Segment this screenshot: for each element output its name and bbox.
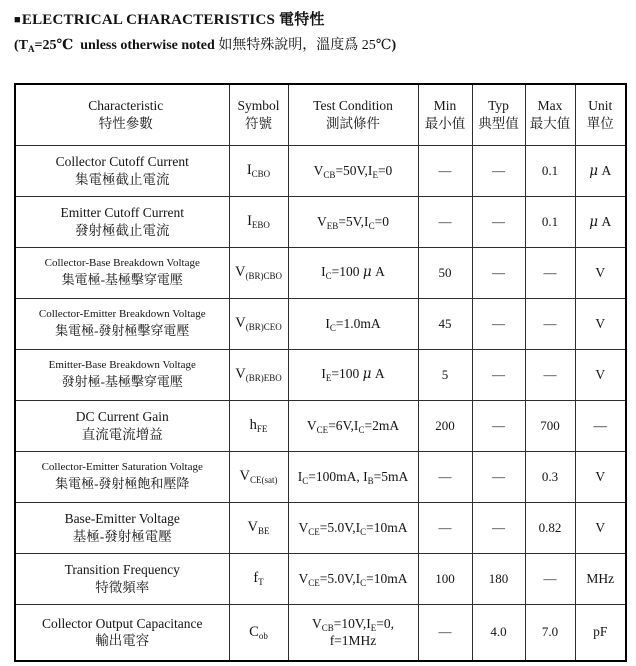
header-unit: Unit 單位 bbox=[575, 84, 626, 145]
min-cell: 50 bbox=[418, 247, 472, 298]
characteristic-english: Collector-Emitter Saturation Voltage bbox=[41, 461, 203, 474]
header-max: Max 最大值 bbox=[525, 84, 575, 145]
max-cell: 7.0 bbox=[525, 604, 575, 661]
table-row bbox=[15, 298, 626, 349]
test-condition-cell: $V_{CB}=50V,I_E=0$ bbox=[288, 145, 418, 196]
characteristic-chinese: 輸出電容 bbox=[95, 633, 150, 649]
characteristic-cell bbox=[15, 145, 229, 196]
min-cell: 100 bbox=[418, 553, 472, 604]
characteristic-english: Collector-Base Breakdown Voltage bbox=[44, 257, 200, 270]
unit-cell: pF bbox=[575, 604, 626, 661]
min-cell: — bbox=[418, 196, 472, 247]
characteristic-cell bbox=[15, 247, 229, 298]
characteristic-english: Base-Emitter Voltage bbox=[64, 510, 180, 526]
typ-cell: — bbox=[472, 400, 525, 451]
symbol-cell: $V_{(BR)CBO}$ bbox=[229, 247, 288, 298]
max-cell: 700 bbox=[525, 400, 575, 451]
test-condition-cell: $V_{CE}=5.0V,I_C=10mA$ bbox=[288, 553, 418, 604]
max-cell: — bbox=[525, 298, 575, 349]
unit-cell: V bbox=[575, 298, 626, 349]
characteristic-chinese: 發射極截止電流 bbox=[75, 222, 170, 238]
symbol-cell: $f_T$ bbox=[229, 553, 288, 604]
test-condition-cell: $V_{CB}=10V,I_E=0$, f=1MHz bbox=[288, 604, 418, 661]
min-cell: 200 bbox=[418, 400, 472, 451]
min-cell: — bbox=[418, 604, 472, 661]
symbol-cell: $h_{FE}$ bbox=[229, 400, 288, 451]
min-cell: — bbox=[418, 145, 472, 196]
characteristic-cell bbox=[15, 349, 229, 400]
characteristic-chinese: 基極-發射極電壓 bbox=[72, 528, 172, 544]
typ-cell: — bbox=[472, 298, 525, 349]
unit-cell: V bbox=[575, 349, 626, 400]
characteristic-cell bbox=[15, 553, 229, 604]
unit-cell: V bbox=[575, 502, 626, 553]
subtitle-t-subscript: A bbox=[28, 44, 35, 54]
characteristic-chinese: 直流電流增益 bbox=[81, 426, 163, 442]
max-cell: 0.1 bbox=[525, 196, 575, 247]
header-typ: Typ 典型值 bbox=[472, 84, 525, 145]
subtitle-condition: =25℃ unless otherwise noted bbox=[34, 38, 215, 53]
header-test-condition: Test Condition 測試條件 bbox=[288, 84, 418, 145]
unit-cell: V bbox=[575, 247, 626, 298]
typ-cell: — bbox=[472, 145, 525, 196]
characteristic-cell bbox=[15, 298, 229, 349]
typ-cell: — bbox=[472, 349, 525, 400]
unit-cell: MHz bbox=[575, 553, 626, 604]
max-cell: 0.3 bbox=[525, 451, 575, 502]
characteristic-english: Collector Cutoff Current bbox=[55, 153, 189, 169]
characteristic-english: DC Current Gain bbox=[75, 408, 169, 424]
characteristic-chinese: 集電極截止電流 bbox=[75, 171, 170, 187]
test-condition-cell: $I_C=100mA$, $I_B=5mA$ bbox=[288, 451, 418, 502]
unit-cell: μ A bbox=[575, 196, 626, 247]
symbol-cell: $I_{EBO}$ bbox=[229, 196, 288, 247]
characteristic-cell bbox=[15, 451, 229, 502]
symbol-cell: $I_{CBO}$ bbox=[229, 145, 288, 196]
header-min: Min 最小值 bbox=[418, 84, 472, 145]
characteristic-chinese: 特徵頻率 bbox=[95, 579, 150, 595]
table-row bbox=[15, 349, 626, 400]
max-cell: 0.1 bbox=[525, 145, 575, 196]
test-condition-cell: $V_{EB}=5V,I_C=0$ bbox=[288, 196, 418, 247]
min-cell: — bbox=[418, 451, 472, 502]
typ-cell: — bbox=[472, 247, 525, 298]
max-cell: — bbox=[525, 247, 575, 298]
table-row bbox=[15, 145, 626, 196]
table-header bbox=[15, 84, 626, 145]
table-row bbox=[15, 196, 626, 247]
symbol-cell: $V_{(BR)EBO}$ bbox=[229, 349, 288, 400]
table-body bbox=[15, 145, 626, 661]
typ-cell: — bbox=[472, 502, 525, 553]
page-title bbox=[14, 8, 626, 29]
characteristic-english: Emitter-Base Breakdown Voltage bbox=[48, 359, 196, 372]
symbol-cell: $V_{BE}$ bbox=[229, 502, 288, 553]
min-cell: — bbox=[418, 502, 472, 553]
max-cell: 0.82 bbox=[525, 502, 575, 553]
test-condition-cell: $V_{CE}=6V,I_C=2mA$ bbox=[288, 400, 418, 451]
symbol-cell: $C_{ob}$ bbox=[229, 604, 288, 661]
table-row bbox=[15, 502, 626, 553]
characteristic-cell bbox=[15, 196, 229, 247]
electrical-characteristics-table bbox=[14, 83, 627, 662]
characteristic-cell bbox=[15, 400, 229, 451]
unit-cell: V bbox=[575, 451, 626, 502]
square-bullet-icon: ■ bbox=[14, 14, 21, 26]
subtitle bbox=[14, 34, 626, 54]
characteristic-chinese: 集電極-發射極擊穿電壓 bbox=[55, 323, 190, 339]
characteristic-chinese: 集電極-發射極飽和壓降 bbox=[55, 476, 190, 492]
test-condition-cell: $I_C=1.0mA$ bbox=[288, 298, 418, 349]
typ-cell: — bbox=[472, 451, 525, 502]
characteristic-english: Emitter Cutoff Current bbox=[60, 204, 184, 220]
title-chinese: 電特性 bbox=[279, 12, 325, 28]
test-condition-cell: $V_{CE}=5.0V,I_C=10mA$ bbox=[288, 502, 418, 553]
typ-cell: — bbox=[472, 196, 525, 247]
unit-cell: — bbox=[575, 400, 626, 451]
test-condition-cell: $I_C=100$ μ A bbox=[288, 247, 418, 298]
characteristic-english: Collector-Emitter Breakdown Voltage bbox=[38, 308, 206, 321]
max-cell: — bbox=[525, 349, 575, 400]
max-cell: — bbox=[525, 553, 575, 604]
table-row bbox=[15, 604, 626, 661]
min-cell: 45 bbox=[418, 298, 472, 349]
title-english: ELECTRICAL CHARACTERISTICS bbox=[21, 12, 276, 28]
table-row bbox=[15, 451, 626, 502]
subtitle-close: ) bbox=[391, 38, 397, 53]
table-row bbox=[15, 247, 626, 298]
characteristic-chinese: 集電極-基極擊穿電壓 bbox=[61, 272, 183, 288]
characteristic-cell bbox=[15, 502, 229, 553]
unit-cell: μ A bbox=[575, 145, 626, 196]
subtitle-open: (T bbox=[14, 38, 28, 53]
characteristic-cell bbox=[15, 604, 229, 661]
typ-cell: 180 bbox=[472, 553, 525, 604]
characteristic-english: Transition Frequency bbox=[64, 561, 180, 577]
subtitle-note-chinese: 如無特殊說明，溫度爲 25℃ bbox=[214, 38, 392, 53]
header-row bbox=[15, 84, 626, 145]
symbol-cell: $V_{(BR)CEO}$ bbox=[229, 298, 288, 349]
symbol-cell: $V_{CE(sat)}$ bbox=[229, 451, 288, 502]
test-condition-cell: $I_E=100$ μ A bbox=[288, 349, 418, 400]
characteristic-english: Collector Output Capacitance bbox=[42, 615, 203, 631]
typ-cell: 4.0 bbox=[472, 604, 525, 661]
header-characteristic: Characteristic 特性參數 bbox=[15, 84, 229, 145]
header-symbol: Symbol 符號 bbox=[229, 84, 288, 145]
min-cell: 5 bbox=[418, 349, 472, 400]
table-row bbox=[15, 400, 626, 451]
table-row bbox=[15, 553, 626, 604]
characteristic-chinese: 發射極-基極擊穿電壓 bbox=[61, 374, 183, 390]
